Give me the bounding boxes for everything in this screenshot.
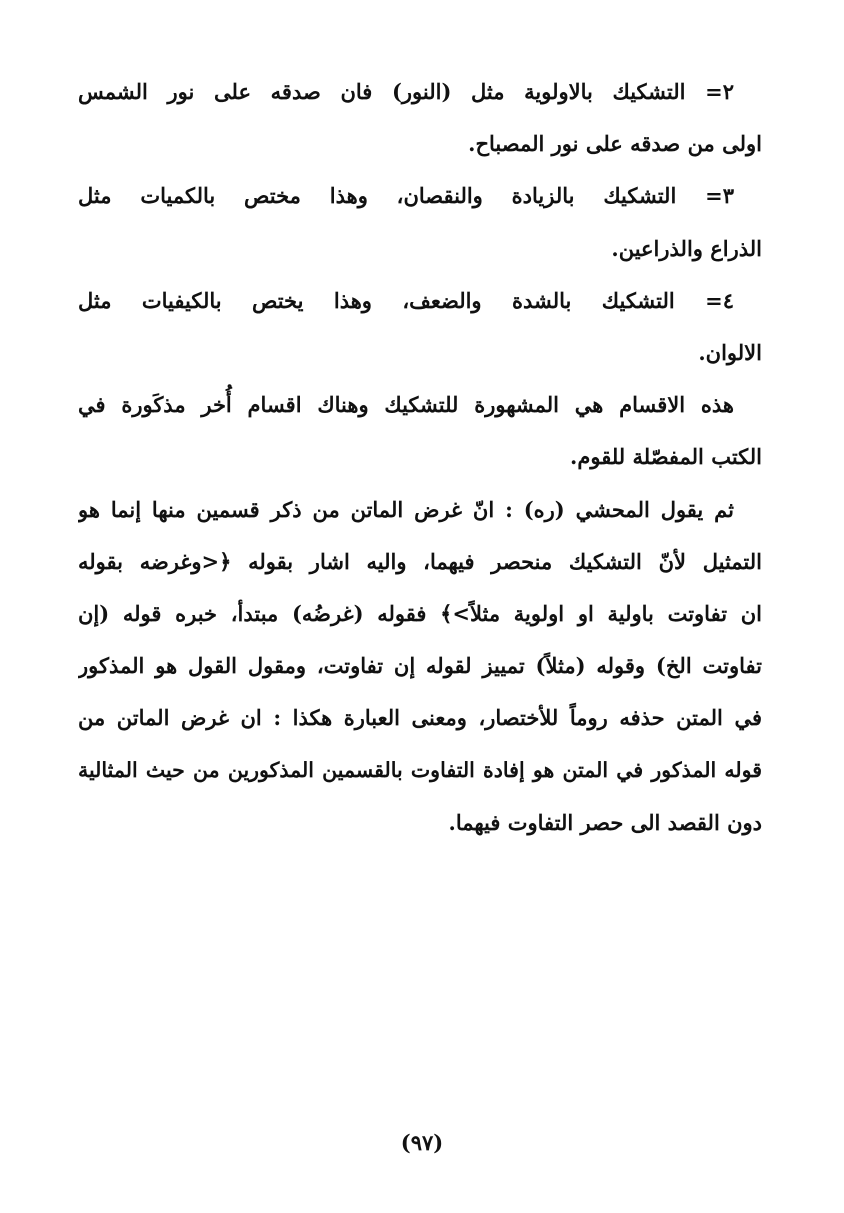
text-line: الذراع والذراعين. — [611, 235, 762, 261]
text-line: في المتن حذفه روماً للأختصار، ومعنى العبارة هكذا : ان غرض الماتن من — [78, 705, 762, 731]
page-number: (٩٧) — [400, 1130, 444, 1155]
text-line: ثم يقول المحشي (ره) : انّ غرض الماتن من ذكر قسمين منها إنما هو — [78, 496, 734, 522]
text-line: ٤= التشكيك بالشدة والضعف، وهذا يختص بالكيفيات مثل — [78, 287, 734, 313]
text-line: ان تفاوتت باولية او اولوية مثلاً>﴾ فقوله (غرضُه) مبتدأ، خبره قوله (إن — [78, 600, 762, 626]
text-line: اولى من صدقه على نور المصباح. — [468, 131, 762, 157]
text-line: التمثيل لأنّ التشكيك منحصر فيهما، واليه اشار بقوله ﴿<وغرضه بقوله — [78, 548, 762, 574]
text-line: قوله المذكور في المتن هو إفادة التفاوت بالقسمين المذكورين من حيث المثالية — [78, 758, 762, 783]
text-line: الكتب المفصّلة للقوم. — [570, 444, 762, 470]
text-line: الالوان. — [698, 339, 762, 365]
body-text — [78, 66, 762, 849]
text-line: هذه الاقسام هي المشهورة للتشكيك وهناك اقسام أُخر مذكَورة في — [78, 392, 734, 418]
text-line: ٢= التشكيك بالاولوية مثل (النور) فان صدقه على نور الشمس — [78, 79, 734, 104]
text-line: دون القصد الى حصر التفاوت فيهما. — [448, 809, 762, 835]
text-line: ٣= التشكيك بالزيادة والنقصان، وهذا مختص بالكميات مثل — [78, 183, 734, 209]
text-line: تفاوتت الخ) وقوله (مثلاً) تمييز لقوله إن تفاوتت، ومقول القول هو المذكور — [78, 653, 762, 679]
